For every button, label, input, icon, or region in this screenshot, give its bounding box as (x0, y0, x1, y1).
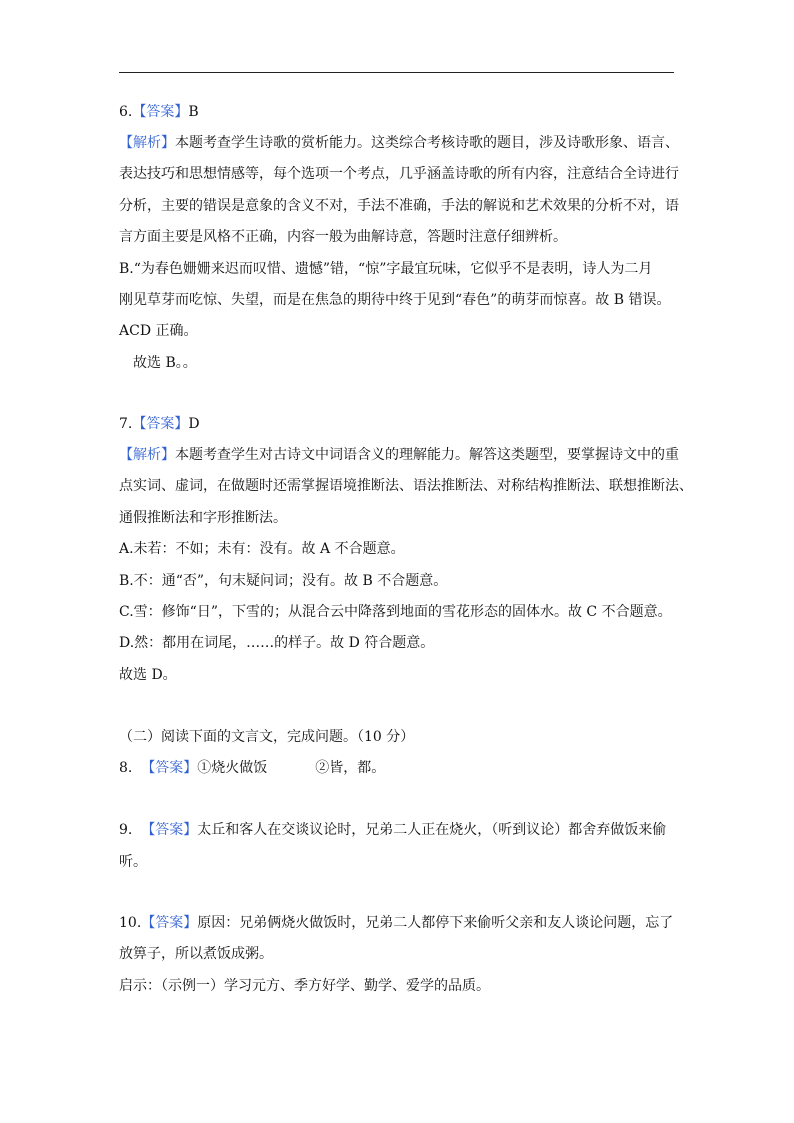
q8-part2: ②皆，都。 (315, 760, 386, 776)
q6-option-b: B.“为春色姗姗来迟而叹惜、遗憾”错，“惊”字最宜玩味，它似乎不是表明，诗人为二月 (119, 261, 653, 277)
q7-number: 7. (119, 416, 133, 432)
q6-answer-line (119, 102, 679, 122)
q6-option-acd: ACD 正确。 (119, 323, 198, 339)
q7-answer: D (188, 416, 200, 432)
q7-analysis-text: 本题考查学生对古诗文中词语含义的理解能力。解答这类题型，要掌握诗文中的重 (175, 447, 679, 463)
q6-option-b-cont: 刚见草芽而吃惊、失望，而是在焦急的期待中终于见到“春色”的萌芽而惊喜。故 B 错误。 (119, 292, 671, 308)
q7-analysis-line (119, 445, 679, 465)
q6-answer-tag: 【答案】 (132, 104, 189, 120)
q7-answer-line (119, 414, 679, 434)
q7-answer-tag: 【答案】 (132, 416, 189, 432)
q8-number: 8. (119, 760, 133, 776)
q7-option-d: D.然：都用在词尾，……的样子。故 D 符合题意。 (119, 635, 435, 651)
q10-answer-tag: 【答案】 (141, 915, 198, 931)
q9-text: 太丘和客人在交谈议论时，兄弟二人正在烧火，（听到议论）都舍弃做饭来偷 (197, 822, 667, 838)
q7-analysis-line: 通假推断法和字形推断法。 (119, 510, 287, 526)
q6-analysis-line: 表达技巧和思想情感等，每个选项一个考点，几乎涵盖诗歌的所有内容，注意结合全诗进行 (119, 166, 679, 182)
q6-analysis-line (119, 133, 679, 153)
q6-analysis-line: 分析，主要的错误是意象的含义不对，手法不准确，手法的解说和艺术效果的分析不对，语 (119, 198, 679, 214)
header-rule (119, 72, 674, 73)
q6-conclusion: 故选 B。。 (133, 355, 197, 371)
q7-option-b: B.不：通“否”，句末疑问词；没有。故 B 不合题意。 (119, 573, 448, 589)
q10-inspiration: 启示：（示例一）学习元方、季方好学、勤学、爱学的品质。 (119, 978, 490, 994)
q6-analysis-tag: 【解析】 (119, 135, 175, 151)
q9-number: 9. (119, 822, 133, 838)
q7-option-c: C.雪：修饰“日”，下雪的；从混合云中降落到地面的雪花形态的固体水。故 C 不合题意。 (119, 604, 672, 620)
q8-answer-tag: 【答案】 (141, 760, 198, 776)
q8-line (119, 758, 679, 778)
q7-analysis-tag: 【解析】 (119, 447, 175, 463)
section2-title: （二）阅读下面的文言文，完成问题。（10 分） (119, 729, 415, 745)
q9-line-cont: 听。 (119, 854, 147, 870)
q9-answer-tag: 【答案】 (141, 822, 198, 838)
q6-answer: B (188, 104, 199, 120)
q10-number: 10. (119, 915, 142, 931)
q8-part1: ①烧火做饭 (197, 760, 268, 776)
q6-analysis-text: 本题考查学生诗歌的赏析能力。这类综合考核诗歌的题目，涉及诗歌形象、语言、 (175, 135, 679, 151)
q7-analysis-line: 点实词、虚词，在做题时还需掌握语境推断法、语法推断法、对称结构推断法、联想推断法、 (119, 478, 693, 494)
q7-option-a: A.未若：不如；未有：没有。故 A 不合题意。 (119, 541, 405, 557)
q7-conclusion: 故选 D。 (119, 667, 177, 683)
q10-line (119, 913, 679, 933)
q6-number: 6. (119, 104, 133, 120)
q10-line-cont: 放箅子，所以煮饭成粥。 (119, 946, 273, 962)
q6-analysis-line: 言方面主要是风格不正确，内容一般为曲解诗意，答题时注意仔细辨析。 (119, 229, 567, 245)
q9-line (119, 820, 679, 840)
q10-text: 原因：兄弟俩烧火做饭时，兄弟二人都停下来偷听父亲和友人谈论问题，忘了 (197, 915, 674, 931)
